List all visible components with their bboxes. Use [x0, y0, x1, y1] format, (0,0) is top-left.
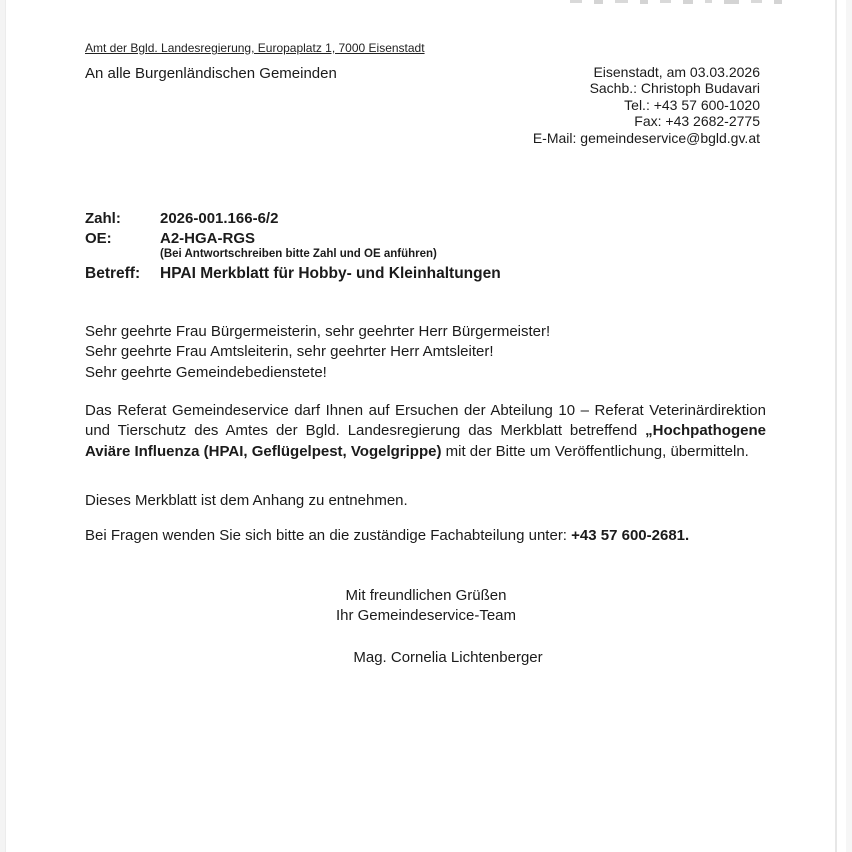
- contact-block: [533, 64, 760, 146]
- place-date-line: Eisenstadt, am 03.03.2026: [593, 64, 760, 80]
- contact-question-paragraph: [85, 526, 689, 546]
- page-edge-right-strip: [846, 0, 852, 852]
- subject-row: [85, 264, 501, 283]
- zahl-value: 2026-001.166-6/2: [160, 210, 279, 227]
- salutation-block: [85, 322, 550, 383]
- body-paragraph-main: [85, 401, 766, 462]
- body-paragraph-text: mit der Bitte um Veröffentlichung, übermitteln.: [441, 442, 749, 460]
- salutation-line: Sehr geehrte Frau Amtsleiterin, sehr geehrter Herr Amtsleiter!: [85, 343, 494, 361]
- salutation-line: Sehr geehrte Frau Bürgermeisterin, sehr geehrter Herr Bürgermeister!: [85, 323, 551, 340]
- sender-address-line: Amt der Bgld. Landesregierung, Europaplatz 1, 7000 Eisenstadt: [85, 41, 425, 55]
- reference-note: (Bei Antwortschreiben bitte Zahl und OE anführen): [160, 248, 437, 260]
- contact-phone-bold: +43 57 600-2681.: [571, 527, 690, 544]
- salutation-line: Sehr geehrte Gemeindebedienstete!: [85, 363, 327, 381]
- clerk-line: Sachb.: Christoph Budavari: [589, 80, 760, 97]
- page-edge-left: [0, 0, 6, 852]
- body-paragraph-bold-subject: „Hochpathogene Aviäre Influenza (HPAI, Geflügelpest, Vogelgrippe): [85, 422, 766, 460]
- email-line: E-Mail: gemeindeservice@bgld.gv.at: [532, 129, 760, 146]
- reference-number-row: [85, 209, 278, 228]
- signer-name: Mag. Cornelia Lichtenberger: [353, 649, 543, 666]
- zahl-label: Zahl:: [85, 210, 121, 227]
- closing-team: Ihr Gemeindeservice-Team: [335, 606, 517, 624]
- betreff-value: HPAI Merkblatt für Hobby- und Kleinhaltungen: [160, 265, 501, 282]
- oe-label: OE:: [85, 230, 112, 247]
- attachment-note-paragraph: Dieses Merkblatt ist dem Anhang zu entnehmen.: [85, 492, 408, 509]
- betreff-label: Betreff:: [85, 265, 141, 282]
- cropped-letterhead-artifact: [570, 0, 782, 5]
- body-paragraph-text: Das Referat Gemeindeservice darf Ihnen auf Ersuchen der Abteilung 10 – Referat Veterinärdirektion und Tierschutz des Amtes der Bgld. Landesregierung das Merkblatt betreffend: [85, 402, 766, 440]
- closing-greeting: Mit freundlichen Grüßen: [345, 587, 507, 604]
- oe-value: A2-HGA-RGS: [160, 230, 256, 247]
- recipient-line: An alle Burgenländischen Gemeinden: [85, 65, 337, 82]
- fax-line: Fax: +43 2682-2775: [634, 113, 760, 130]
- closing-block: [0, 586, 852, 625]
- contact-question-text: Bei Fragen wenden Sie sich bitte an die zuständige Fachabteilung unter:: [85, 527, 572, 544]
- org-unit-row: [85, 229, 255, 248]
- tel-line: Tel.: +43 57 600-1020: [624, 96, 760, 113]
- page-edge-right-line: [835, 0, 837, 852]
